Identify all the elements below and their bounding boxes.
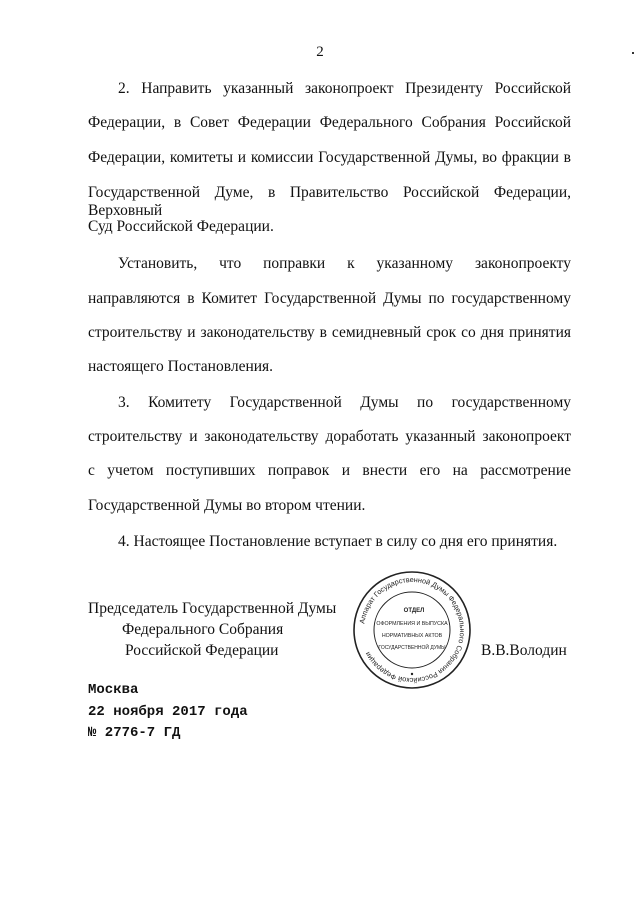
paragraph-line: настоящего Постановления. — [88, 358, 274, 375]
paragraph-line: 3. Комитету Государственной Думы по государственному — [118, 394, 571, 411]
paragraph-line: 2. Направить указанный законопроект Президенту Российской — [118, 80, 571, 97]
paragraph-line: Федерации, комитеты и комиссии Государственной Думы, во фракции в — [88, 149, 571, 166]
stamp-text: ОТДЕЛ — [403, 608, 425, 614]
paragraph-line: строительству и законодательству в семидневный срок со дня принятия — [88, 324, 571, 341]
paragraph-line: строительству и законодательству доработать указанный законопроект — [88, 428, 571, 445]
page-number: 2 — [316, 44, 324, 60]
paragraph-line: направляются в Комитет Государственной Думы по государственному — [88, 290, 571, 307]
paragraph-line: 4. Настоящее Постановление вступает в силу со дня его принятия. — [118, 533, 558, 550]
official-stamp — [352, 570, 472, 690]
paragraph-line: Государственной Думы во втором чтении. — [88, 497, 366, 514]
signatory-title: Российской Федерации — [125, 642, 279, 659]
paragraph-line: Федерации, в Совет Федерации Федерального Собрания Российской — [88, 114, 571, 131]
signatory-title: Федерального Собрания — [122, 621, 284, 638]
signatory-title: Председатель Государственной Думы — [88, 600, 337, 617]
paragraph-line: с учетом поступивших поправок и внести его на рассмотрение — [88, 462, 571, 479]
stamp-ring-text: Аппарат Государственной Думы Федерального Собрания Российской Федерации — [357, 574, 468, 686]
paragraph-line: Государственной Думе, в Правительство Российской Федерации, Верховный — [88, 184, 571, 219]
paragraph-line: Установить, что поправки к указанному законопроекту — [118, 255, 571, 272]
stamp-text: НОРМАТИВНЫХ АКТОВ — [381, 633, 443, 639]
city: Москва — [88, 682, 139, 698]
stamp-star — [411, 673, 413, 675]
document-number: № 2776-7 ГД — [88, 725, 181, 741]
stamp-text: ОФОРМЛЕНИЯ И ВЫПУСКА — [376, 621, 448, 627]
signatory-name: В.В.Володин — [481, 642, 567, 659]
stamp-text: ГОСУДАРСТВЕННОЙ ДУМЫ — [378, 645, 446, 651]
date: 22 ноября 2017 года — [88, 704, 248, 720]
paragraph-line: Суд Российской Федерации. — [88, 218, 274, 235]
scan-speck — [632, 52, 634, 54]
